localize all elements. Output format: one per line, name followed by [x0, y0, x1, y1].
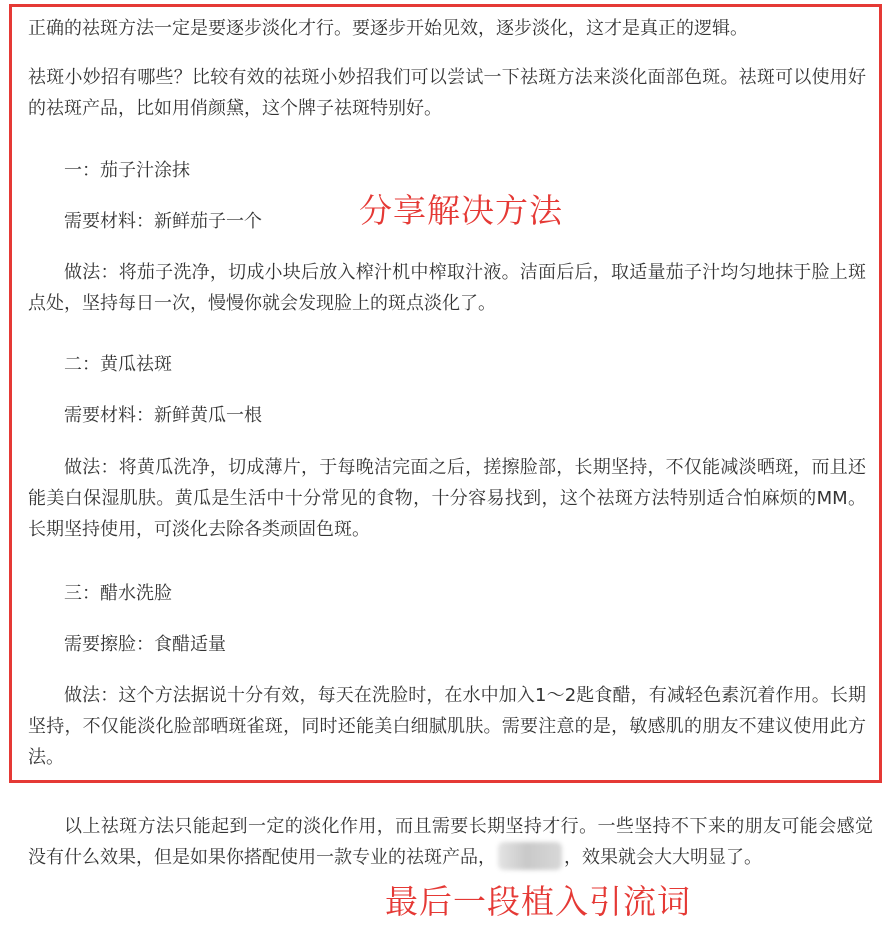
method1-steps: 做法：将茄子洗净，切成小块后放入榨汁机中榨取汁液。洁面后后，取适量茄子汁均匀地抹于脸上斑点处，坚持每日一次，慢慢你就会发现脸上的斑点淡化了。	[28, 262, 866, 314]
method1-material: 需要材料：新鲜茄子一个	[64, 211, 262, 232]
closing-text-after: ，效果就会大大明显了。	[564, 847, 762, 868]
method1-title: 一：茄子汁涂抹	[64, 160, 190, 181]
method2-steps: 做法：将黄瓜洗净，切成薄片，于每晚洁完面之后，搓擦脸部，长期坚持，不仅能减淡晒斑，而且还能美白保湿肌肤。黄瓜是生活中十分常见的食物，十分容易找到，这个祛斑方法特别适合怕麻烦的MM。长期坚持使用，可淡化去除各类顽固色斑。	[28, 457, 866, 540]
method2-material: 需要材料：新鲜黄瓜一根	[64, 405, 262, 426]
paragraph-tips: 祛斑小妙招有哪些？比较有效的祛斑小妙招我们可以尝试一下祛斑方法来淡化面部色斑。祛斑可以使用好的祛斑产品，比如用俏颜黛，这个牌子祛斑特别好。	[28, 67, 866, 119]
blurred-product-name	[498, 842, 562, 870]
closing-text-before: 以上祛斑方法只能起到一定的淡化作用，而且需要长期坚持才行。一些坚持不下来的朋友可能会感觉没有什么效果，但是如果你搭配使用一款专业的祛斑产品，	[28, 816, 873, 868]
method3-steps: 做法：这个方法据说十分有效，每天在洗脸时，在水中加入1～2匙食醋，有减轻色素沉着作用。长期坚持，不仅能淡化脸部晒斑雀斑，同时还能美白细腻肌肤。需要注意的是，敏感肌的朋友不建议使用此方法。	[28, 685, 866, 768]
annotation-last-paragraph: 最后一段植入引流词	[385, 882, 691, 921]
closing-paragraph	[28, 811, 873, 873]
paragraph-intro: 正确的祛斑方法一定是要逐步淡化才行。要逐步开始见效，逐步淡化，这才是真正的逻辑。	[28, 18, 748, 39]
annotation-share-solution: 分享解决方法	[359, 191, 563, 230]
method3-material: 需要擦脸：食醋适量	[64, 634, 226, 655]
method2-title: 二：黄瓜祛斑	[64, 354, 172, 375]
method3-title: 三：醋水洗脸	[64, 583, 172, 604]
